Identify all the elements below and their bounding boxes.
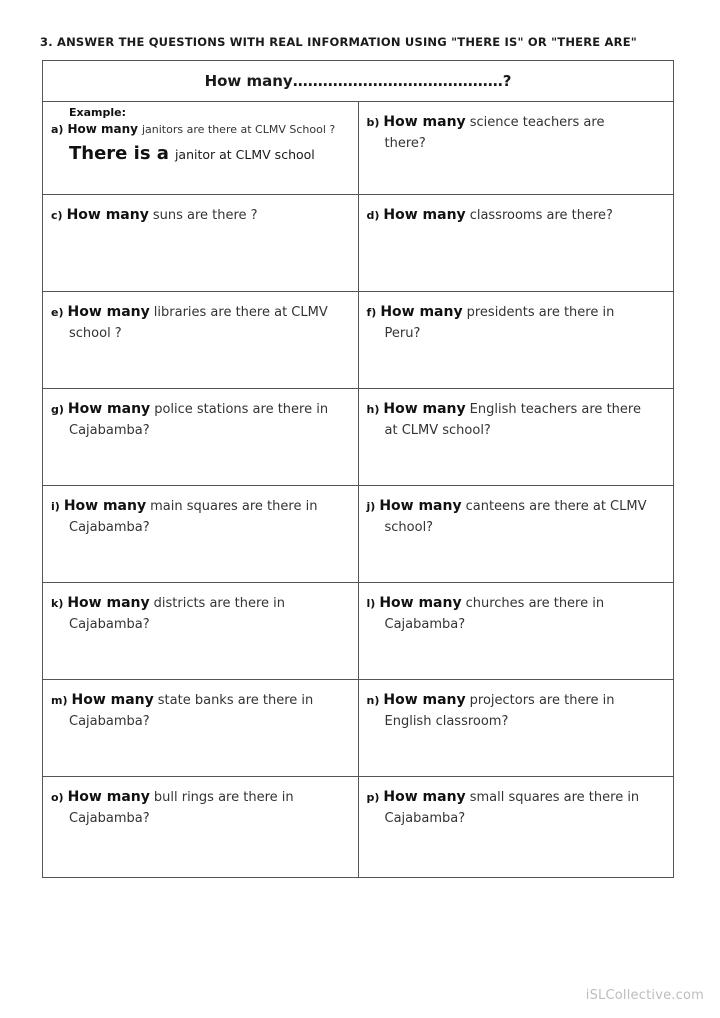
question-bold: How many	[67, 304, 150, 320]
table-header-row	[43, 61, 674, 102]
question-cell-m[interactable]	[43, 680, 359, 777]
question-letter: n)	[366, 694, 380, 707]
question-letter: g)	[51, 403, 64, 416]
question-text-cont: Cajabamba?	[69, 520, 150, 535]
question-text: main squares are there in	[150, 499, 318, 514]
question-text: English teachers are there	[469, 402, 641, 417]
question-text: state banks are there in	[157, 693, 314, 708]
question-cell-h[interactable]	[358, 389, 674, 486]
example-cell	[43, 102, 359, 195]
question-cell-k[interactable]	[43, 583, 359, 680]
question-text-cont: at CLMV school?	[384, 423, 491, 438]
question-text-cont: Cajabamba?	[384, 617, 466, 632]
exercise-instruction: 3. ANSWER THE QUESTIONS WITH REAL INFORMATION USING "THERE IS" OR "THERE ARE"	[40, 35, 637, 49]
question-cell-e[interactable]	[43, 292, 359, 389]
answer-text: janitor at CLMV school	[174, 147, 315, 162]
question-text: churches are there in	[465, 596, 605, 611]
question-cell-d[interactable]	[358, 195, 674, 292]
question-text: projectors are there in	[469, 693, 615, 708]
question-bold: How many	[67, 595, 150, 611]
question-letter: j)	[366, 500, 376, 513]
question-bold: How many	[383, 401, 466, 417]
question-letter: m)	[51, 694, 68, 707]
question-bold: How many	[383, 114, 466, 130]
question-bold: How many	[383, 692, 466, 708]
question-bold: How many	[67, 122, 138, 136]
question-text-cont: there?	[384, 136, 426, 151]
question-bold: How many	[66, 207, 149, 223]
question-cell-c[interactable]	[43, 195, 359, 292]
question-text-cont: Cajabamba?	[384, 811, 466, 826]
question-bold: How many	[383, 207, 466, 223]
table-row	[43, 680, 674, 777]
question-letter: d)	[366, 209, 380, 222]
question-bold: How many	[71, 692, 154, 708]
question-text: canteens are there at CLMV	[465, 499, 647, 514]
question-cell-p[interactable]	[358, 777, 674, 878]
question-bold: How many	[67, 789, 150, 805]
question-letter: a)	[51, 123, 64, 136]
table-row	[43, 389, 674, 486]
question-letter: k)	[51, 597, 64, 610]
question-text: presidents are there in	[466, 305, 615, 320]
question-text-cont: Peru?	[384, 326, 421, 341]
questions-table	[42, 60, 674, 878]
question-letter: c)	[51, 209, 63, 222]
table-row	[43, 102, 674, 195]
question-letter: b)	[366, 116, 380, 129]
question-cell-b[interactable]	[358, 102, 674, 195]
question-bold: How many	[67, 401, 151, 417]
question-text-cont: school ?	[69, 326, 122, 341]
question-text-cont: Cajabamba?	[69, 714, 150, 729]
question-text: small squares are there in	[469, 790, 640, 805]
question-letter: l)	[366, 597, 376, 610]
question-text: suns are there ?	[152, 208, 258, 223]
site-watermark: iSLCollective.com	[585, 988, 704, 1003]
table-row	[43, 777, 674, 878]
question-bold: How many	[63, 498, 147, 514]
question-text: bull rings are there in	[153, 790, 294, 805]
table-row	[43, 195, 674, 292]
example-question	[51, 120, 350, 139]
question-text: districts are there in	[153, 596, 285, 611]
question-bold: How many	[379, 498, 462, 514]
question-letter: i)	[51, 500, 60, 513]
question-letter: f)	[366, 306, 377, 319]
question-text: janitors are there at CLMV School ?	[141, 123, 336, 136]
table-row	[43, 486, 674, 583]
question-text: libraries are there at CLMV	[153, 305, 328, 320]
question-letter: e)	[51, 306, 64, 319]
question-cell-o[interactable]	[43, 777, 359, 878]
answer-bold: There is a	[69, 143, 169, 164]
question-bold: How many	[380, 304, 463, 320]
table-row	[43, 292, 674, 389]
question-text-cont: Cajabamba?	[69, 617, 150, 632]
question-letter: o)	[51, 791, 64, 804]
question-text: classrooms are there?	[469, 208, 613, 223]
question-cell-i[interactable]	[43, 486, 359, 583]
question-cell-j[interactable]	[358, 486, 674, 583]
question-text: science teachers are	[469, 115, 605, 130]
question-text-cont: English classroom?	[384, 714, 509, 729]
question-letter: p)	[366, 791, 380, 804]
example-answer	[51, 145, 350, 164]
example-label: Example:	[69, 106, 126, 119]
question-bold: How many	[383, 789, 466, 805]
question-letter: h)	[366, 403, 380, 416]
table-header: How many……………………………………?	[43, 61, 674, 102]
question-text-cont: Cajabamba?	[69, 423, 150, 438]
question-cell-l[interactable]	[358, 583, 674, 680]
question-cell-f[interactable]	[358, 292, 674, 389]
table-row	[43, 583, 674, 680]
question-cell-g[interactable]	[43, 389, 359, 486]
question-text: police stations are there in	[154, 402, 329, 417]
question-text-cont: school?	[384, 520, 434, 535]
question-text-cont: Cajabamba?	[69, 811, 150, 826]
question-cell-n[interactable]	[358, 680, 674, 777]
question-bold: How many	[379, 595, 462, 611]
